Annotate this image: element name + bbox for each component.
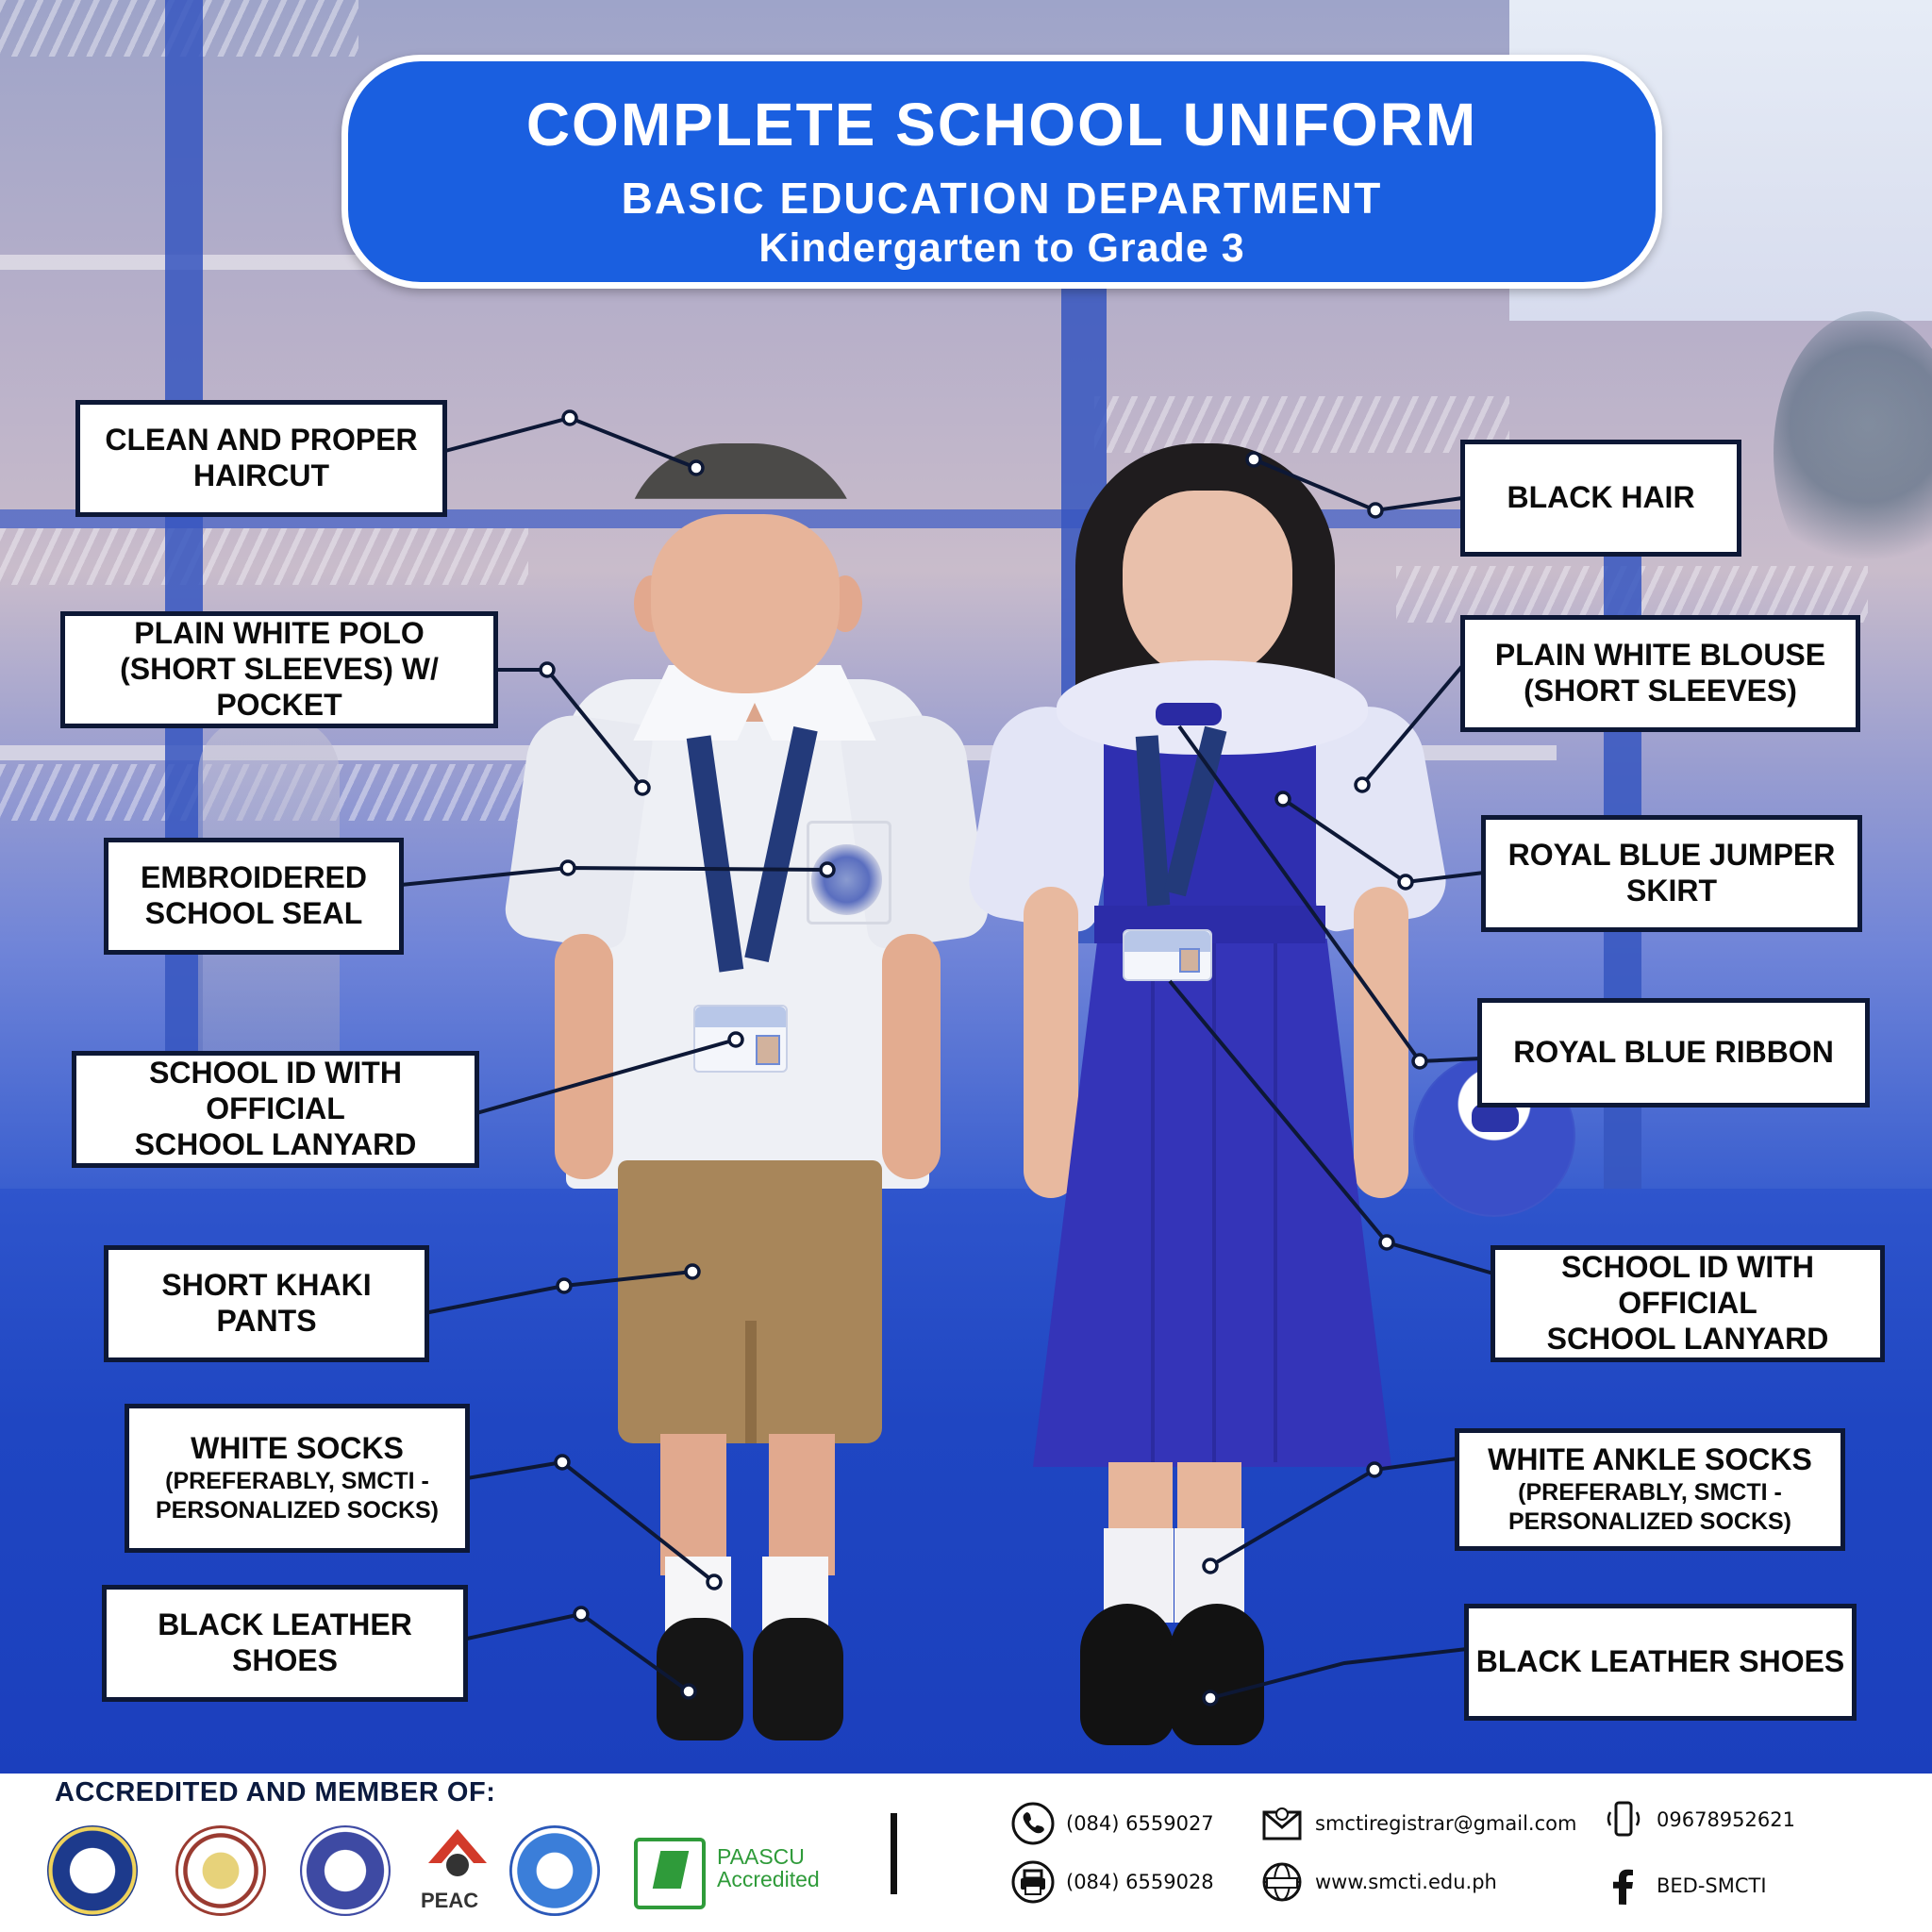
label-line: CLEAN AND PROPER (105, 423, 418, 458)
label-seal (104, 838, 404, 955)
label-pants (104, 1245, 429, 1362)
email-icon (1258, 1800, 1306, 1847)
globe-icon (1258, 1858, 1306, 1906)
label-line: SCHOOL LANYARD (1546, 1321, 1829, 1356)
building-railing (1094, 396, 1509, 453)
label-line: HAIRCUT (193, 458, 329, 492)
peac-logo-icon (425, 1825, 491, 1882)
label-shoes-boy (102, 1585, 468, 1702)
label-ribbon (1477, 998, 1870, 1108)
label-line: PLAIN WHITE POLO (134, 616, 425, 651)
contact-mobile[interactable] (1600, 1796, 1795, 1843)
label-hair-girl (1460, 440, 1741, 557)
label-line: SHORT KHAKI PANTS (161, 1268, 372, 1338)
label-socks-girl (1455, 1428, 1845, 1551)
facebook-icon (1600, 1862, 1647, 1909)
girl-black-shoe (1170, 1604, 1264, 1745)
label-line: (SHORT SLEEVES) W/ POCKET (120, 652, 439, 722)
label-line: SCHOOL ID WITH OFFICIAL (1561, 1250, 1814, 1321)
label-line: BLACK LEATHER SHOES (158, 1607, 412, 1677)
mobile-number: 09678952621 (1657, 1808, 1795, 1831)
label-line: PLAIN WHITE BLOUSE (1494, 638, 1826, 673)
label-line: BLACK LEATHER SHOES (1475, 1644, 1845, 1679)
boy-leg (660, 1434, 726, 1575)
deped-seal-logo (47, 1825, 138, 1916)
paascu-logo-icon (634, 1838, 706, 1909)
phone-icon (1009, 1800, 1057, 1847)
label-note: (PREFERABLY, SMCTI - (165, 1467, 429, 1494)
label-blouse (1460, 615, 1860, 732)
boy-face (651, 514, 840, 693)
girl-royal-blue-ribbon (1156, 703, 1222, 725)
paascu-line: PAASCU (717, 1844, 805, 1869)
facebook-handle: BED-SMCTI (1657, 1874, 1767, 1897)
label-note: PERSONALIZED SOCKS) (1507, 1507, 1792, 1535)
title-banner (341, 55, 1662, 289)
label-line: SCHOOL SEAL (144, 896, 363, 930)
label-school-id-boy (72, 1051, 479, 1168)
label-haircut (75, 400, 447, 517)
contact-fax[interactable] (1009, 1858, 1214, 1906)
girl-school-id-card (1123, 929, 1212, 981)
label-line: SKIRT (1626, 874, 1717, 908)
label-shoes-girl (1464, 1604, 1857, 1721)
building-railing (0, 528, 528, 585)
boy-arm (882, 934, 941, 1179)
fax-number: (084) 6559028 (1066, 1871, 1214, 1893)
page-title: COMPLETE SCHOOL UNIFORM (525, 91, 1478, 158)
label-note: PERSONALIZED SOCKS) (155, 1496, 440, 1524)
label-line: (SHORT SLEEVES) (1524, 674, 1797, 708)
skirt-pleat (1274, 943, 1277, 1462)
bureau-of-immigration-seal-logo (175, 1825, 266, 1916)
label-line: SCHOOL LANYARD (134, 1126, 417, 1161)
boy-leg (769, 1434, 835, 1575)
boy-shorts-seam (745, 1321, 757, 1443)
ribbon-closeup-bow (1472, 1104, 1519, 1132)
boy-black-shoe (657, 1618, 743, 1740)
association-seal-logo (300, 1825, 391, 1916)
label-line: SCHOOL ID WITH OFFICIAL (149, 1056, 402, 1126)
boy-school-id-card (693, 1005, 788, 1073)
label-line: ROYAL BLUE RIBBON (1513, 1035, 1834, 1070)
label-line: WHITE ANKLE SOCKS (1488, 1441, 1812, 1476)
label-socks-boy (125, 1404, 470, 1553)
peac-label: PEAC (421, 1889, 479, 1912)
footer-divider (891, 1813, 897, 1894)
label-jumper (1481, 815, 1862, 932)
skirt-pleat (1212, 943, 1216, 1462)
girl-face (1123, 491, 1292, 679)
esc-seal-logo (509, 1825, 600, 1916)
contact-email[interactable] (1258, 1800, 1576, 1847)
boy-black-shoe (753, 1618, 843, 1740)
contact-facebook[interactable] (1600, 1862, 1767, 1909)
website-url: www.smcti.edu.ph (1315, 1871, 1497, 1893)
boy-arm (555, 934, 613, 1179)
label-line: BLACK HAIR (1507, 480, 1695, 515)
department-subtitle: BASIC EDUCATION DEPARTMENT (621, 174, 1383, 223)
skirt-pleat (1151, 943, 1155, 1462)
girl-arm (1354, 887, 1408, 1198)
girl-arm (1024, 887, 1078, 1198)
girl-black-shoe (1080, 1604, 1174, 1745)
mobile-icon (1600, 1796, 1647, 1843)
accreditation-heading: ACCREDITED AND MEMBER OF: (55, 1777, 496, 1807)
label-line: EMBROIDERED (140, 860, 367, 895)
email-address: smctiregistrar@gmail.com (1315, 1812, 1577, 1835)
label-line: WHITE SOCKS (191, 1430, 404, 1465)
label-note: (PREFERABLY, SMCTI - (1518, 1478, 1782, 1506)
fax-icon (1009, 1858, 1057, 1906)
label-line: ROYAL BLUE JUMPER (1507, 838, 1836, 873)
contact-website[interactable] (1258, 1858, 1497, 1906)
paascu-label (717, 1845, 820, 1891)
embroidered-school-seal (811, 844, 882, 915)
contact-phone[interactable] (1009, 1800, 1214, 1847)
label-polo (60, 611, 498, 728)
grade-range: Kindergarten to Grade 3 (758, 225, 1245, 271)
building-pillar (165, 0, 203, 1132)
paascu-line: Accredited (717, 1867, 820, 1892)
phone-number: (084) 6559027 (1066, 1812, 1214, 1835)
label-school-id-girl (1491, 1245, 1885, 1362)
